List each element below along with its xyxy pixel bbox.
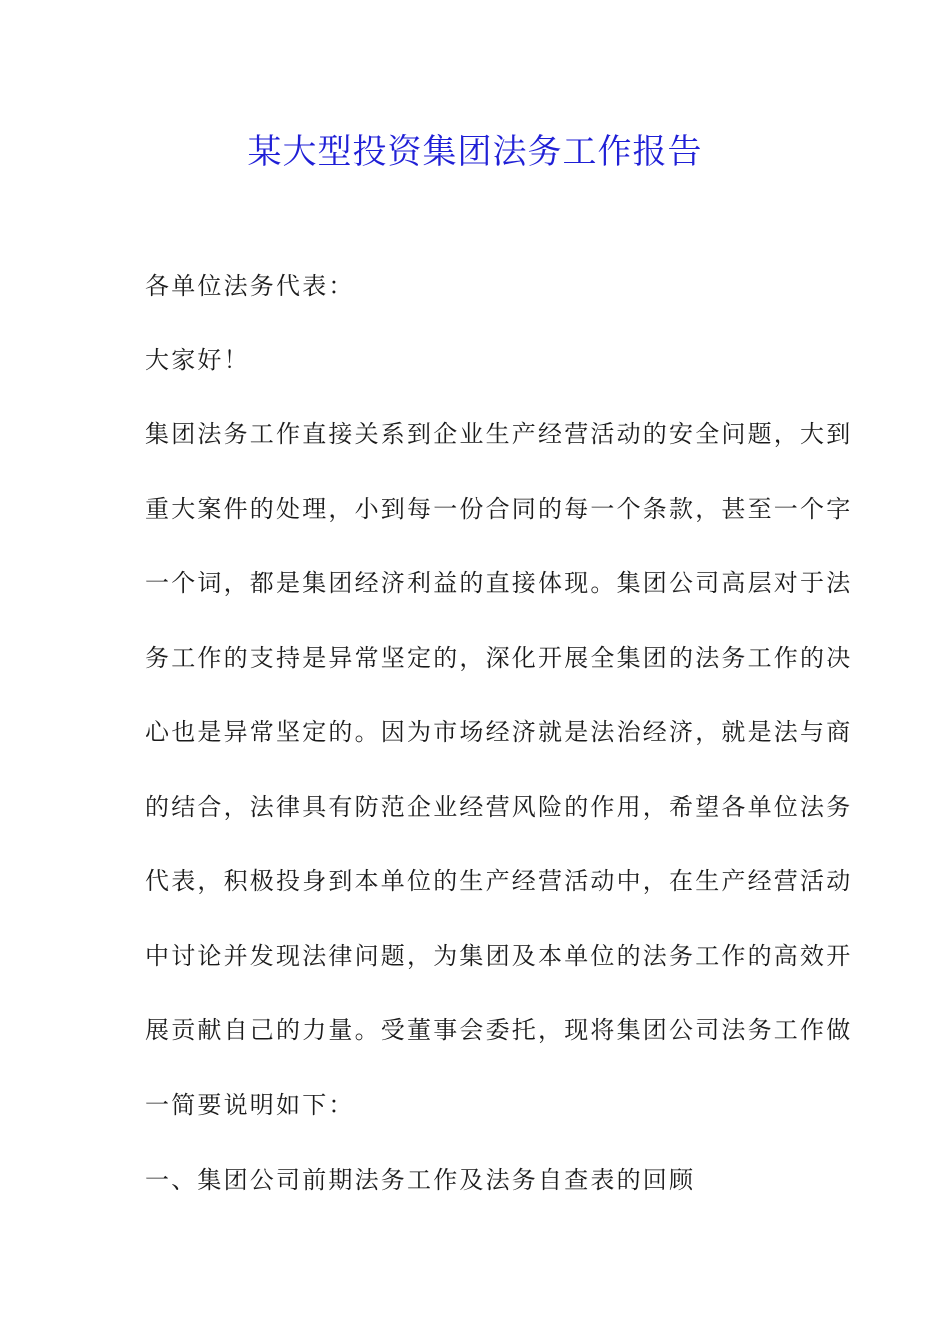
salutation: 各单位法务代表： — [145, 272, 355, 300]
document-title: 某大型投资集团法务工作报告 — [247, 132, 703, 172]
paragraph-line: 一个词，都是集团经济利益的直接体现。集团公司高层对于法 — [145, 569, 853, 597]
paragraph-line: 展贡献自己的力量。受董事会委托，现将集团公司法务工作做 — [145, 1016, 853, 1044]
paragraph-line: 的结合，法律具有防范企业经营风险的作用，希望各单位法务 — [145, 792, 853, 821]
body-paragraph — [145, 397, 853, 1142]
paragraph-line: 集团法务工作直接关系到企业生产经营活动的安全问题，大到 — [145, 420, 853, 448]
paragraph-line: 心也是异常坚定的。因为市场经济就是法治经济，就是法与商 — [145, 718, 853, 746]
paragraph-line: 一简要说明如下： — [145, 1090, 355, 1119]
paragraph-line: 中讨论并发现法律问题，为集团及本单位的法务工作的高效开 — [145, 941, 853, 970]
paragraph-line: 务工作的支持是异常坚定的，深化开展全集团的法务工作的决 — [145, 643, 853, 672]
greeting: 大家好！ — [145, 346, 250, 374]
section-heading: 一、集团公司前期法务工作及法务自查表的回顾 — [145, 1166, 696, 1194]
paragraph-line: 代表，积极投身到本单位的生产经营活动中，在生产经营活动 — [145, 867, 853, 895]
paragraph-line: 重大案件的处理，小到每一份合同的每一个条款，甚至一个字 — [145, 494, 853, 523]
